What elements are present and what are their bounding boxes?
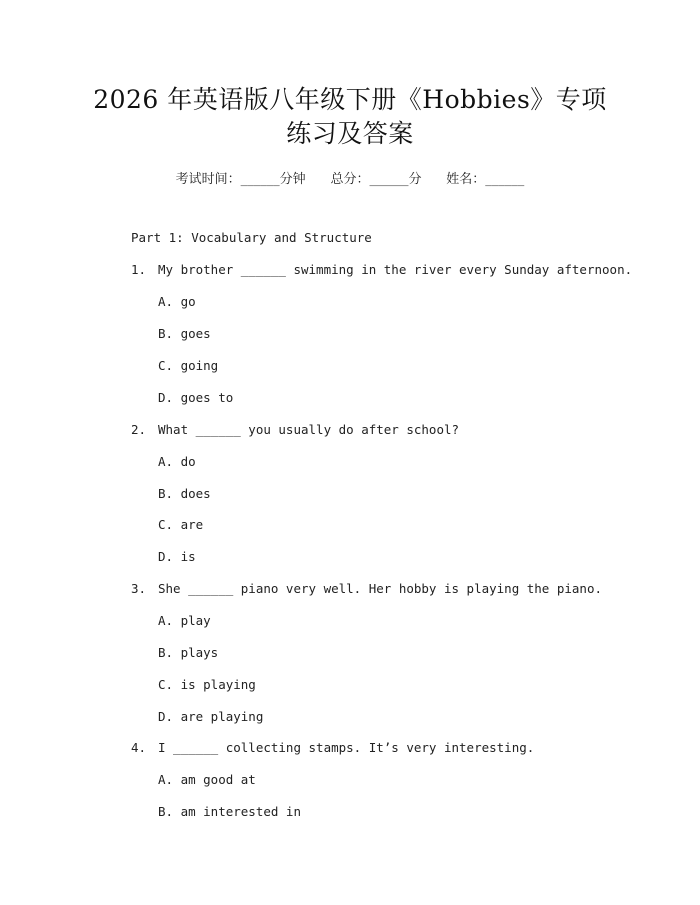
exam-time-field: 考试时间：______分钟 [175,172,306,187]
question-text: She ______ piano very well. Her hobby is playing the piano. [158,581,603,596]
exam-score-field: 总分：______分 [330,172,422,187]
part-heading: Part 1: Vocabulary and Structure [131,230,372,245]
exam-name-field: 姓名：______ [446,172,525,187]
option-item: B. goes [158,326,211,341]
question-number: 4. [131,740,147,755]
option-item: B. does [158,486,211,501]
question-text: What ______ you usually do after school? [158,422,460,437]
option-item: A. am good at [158,772,256,787]
option-item: B. plays [158,645,219,660]
option-item: D. are playing [158,709,264,724]
document-title-line1: 2026 年英语版八年级下册《Hobbies》专项 [93,85,607,114]
question-number: 1. [131,262,147,277]
option-item: D. is [158,549,196,564]
question-number: 2. [131,422,147,437]
option-item: C. going [158,358,219,373]
exam-info-line [0,168,700,187]
question-text: My brother ______ swimming in the river every Sunday afternoon. [158,262,633,277]
option-item: A. do [158,454,196,469]
document-title-line2: 练习及答案 [286,119,414,148]
question-text: I ______ collecting stamps. It’s very interesting. [158,740,535,755]
question-number: 3. [131,581,147,596]
option-item: C. are [158,517,204,532]
option-item: A. go [158,294,196,309]
option-item: B. am interested in [158,804,301,819]
option-item: A. play [158,613,211,628]
option-item: C. is playing [158,677,256,692]
option-item: D. goes to [158,390,234,405]
